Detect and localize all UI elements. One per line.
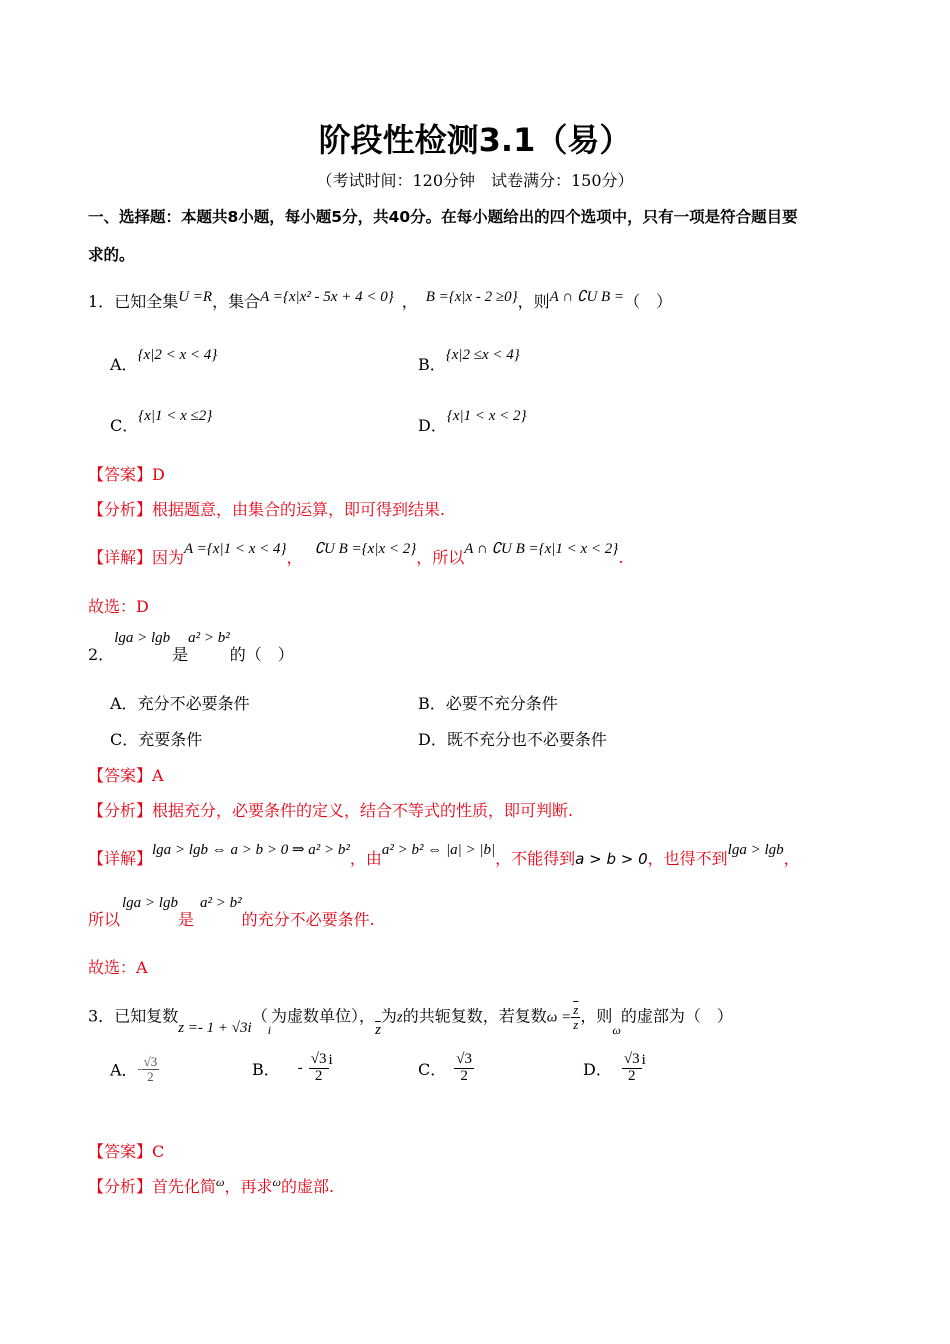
option-label: B． <box>418 355 446 374</box>
fraction-denominator: 2 <box>627 1067 636 1084</box>
option-fraction <box>142 1055 160 1083</box>
option-label: C． <box>418 1059 447 1079</box>
fraction-numerator: √3 <box>456 1051 472 1067</box>
question-3 <box>88 1002 733 1038</box>
detail-math: A ∩ ∁U B ={x|1 < x < 2} <box>464 541 619 557</box>
detail-tag: 【详解】 <box>88 849 153 868</box>
math-z: z <box>396 1009 403 1026</box>
math-fraction <box>571 1003 580 1031</box>
question-number: 3． <box>88 1006 115 1026</box>
question-text: 的共轭复数，若复数 <box>402 1006 547 1026</box>
math-conjugate: $\overline{z}$ <box>375 1021 381 1038</box>
section-heading-line1: 一、选择题：本题共8小题，每小题5分，共40分。在每小题给出的四个选项中，只有一项是符合题目要 <box>88 208 798 226</box>
question-text: ，则 <box>517 292 550 311</box>
q2-analysis: 【分析】根据充分，必要条件的定义，结合不等式的性质，即可判断. <box>88 801 574 820</box>
option-label: C． <box>110 416 139 435</box>
detail-text: 是 <box>177 910 194 929</box>
option-label: D． <box>418 416 447 435</box>
option-sign: - <box>297 1059 303 1076</box>
detail-text: . <box>618 548 624 567</box>
q3-analysis <box>88 1174 334 1197</box>
q3-answer: 【答案】C <box>88 1142 165 1161</box>
detail-math: lga > lgb ⇔ a > b > 0 ⇒ a² > b² <box>152 842 350 858</box>
option-label: B． <box>252 1059 280 1079</box>
question-text: ，集合 <box>212 292 261 311</box>
q2-choice: 故选：A <box>88 958 148 977</box>
q1-option-d[interactable] <box>418 408 527 436</box>
detail-text: ， <box>286 548 303 567</box>
detail-text: ，由 <box>349 849 382 868</box>
detail-text: ，不能得到 <box>495 849 576 868</box>
question-text: ，则 <box>580 1006 613 1026</box>
q2-option-b[interactable] <box>418 691 558 714</box>
q2-option-d[interactable] <box>418 727 607 750</box>
detail-math: lga > lgb <box>122 895 178 911</box>
q3-option-d[interactable] <box>583 1052 646 1085</box>
fraction-numerator: √3 <box>623 1051 640 1067</box>
q2-answer: 【答案】A <box>88 766 164 785</box>
option-label: D． <box>418 730 447 749</box>
question-text: 的虚部为（ ） <box>620 1006 733 1026</box>
math-expression: A ∩ ∁U B = <box>549 289 625 305</box>
math-universal-set: U =R <box>178 289 213 305</box>
question-text: 的（ ） <box>229 645 294 664</box>
fraction-denominator: 2 <box>147 1068 154 1084</box>
question-text: 为 <box>380 1006 397 1026</box>
option-text: 既不充分也不必要条件 <box>446 730 607 749</box>
option-sign: - <box>137 1061 142 1076</box>
q3-option-c[interactable] <box>418 1052 474 1085</box>
detail-tag: 【详解】 <box>88 548 153 567</box>
fraction-numerator: $\overline{z}$ <box>573 1002 579 1017</box>
fraction-denominator: z <box>573 1016 579 1032</box>
detail-math: A ={x|1 < x < 4} <box>184 541 287 557</box>
option-math: {x|2 ≤x < 4} <box>445 347 520 363</box>
detail-math: a² > b² <box>200 895 242 911</box>
option-label: C． <box>110 730 139 749</box>
question-1 <box>88 289 672 312</box>
math-omega: ω <box>612 1022 621 1037</box>
math-condition-2: a² > b² <box>188 630 230 646</box>
option-text: 必要不充分条件 <box>445 694 558 713</box>
math-condition-1: lga > lgb <box>114 630 171 646</box>
q1-analysis: 【分析】根据题意，由集合的运算，即可得到结果. <box>88 500 446 519</box>
q2-detail-conclusion <box>88 895 375 930</box>
page-title: 阶段性检测3.1（易） <box>318 121 632 159</box>
math-complex-number: z =- 1 + √3i <box>178 1019 252 1036</box>
math-set-b: B ={x|x - 2 ≥0} <box>425 289 518 305</box>
exam-info: （考试时间：120分钟 试卷满分：150分） <box>316 171 634 190</box>
option-label: A． <box>110 355 138 374</box>
question-2 <box>88 630 294 665</box>
detail-math: a² > b² ⇔ |a| > |b| <box>381 842 496 858</box>
q1-detail <box>88 541 624 568</box>
question-text: ， <box>401 292 418 311</box>
fraction-numerator: √3 <box>310 1051 327 1067</box>
detail-math: lga > lgb <box>727 842 784 858</box>
analysis-math: ω <box>272 1175 281 1189</box>
detail-math: ∁U B ={x|x < 2} <box>314 541 417 557</box>
option-fraction <box>622 1052 642 1085</box>
option-label: A． <box>110 1060 138 1080</box>
option-text: 充要条件 <box>138 730 203 749</box>
detail-text: ，也得不到 <box>647 849 728 868</box>
option-label: B． <box>418 694 446 713</box>
analysis-text: 的虚部. <box>281 1177 335 1196</box>
question-text: 已知复数 <box>114 1006 179 1026</box>
q1-answer: 【答案】D <box>88 465 165 484</box>
question-text: 为虚数单位）， <box>271 1006 376 1026</box>
math-imaginary-unit: i <box>267 1022 272 1037</box>
option-math: {x|1 < x < 2} <box>446 408 527 424</box>
option-fraction <box>309 1052 329 1085</box>
q1-option-a[interactable] <box>110 347 218 375</box>
question-text: 是 <box>172 645 189 664</box>
math-set-a: A ={x|x² - 5x + 4 < 0} <box>260 289 394 305</box>
option-fraction <box>454 1052 474 1085</box>
question-text: 已知全集 <box>114 292 179 311</box>
analysis-math: ω <box>216 1175 225 1189</box>
answer-blank: （ ） <box>624 292 673 311</box>
analysis-text: 【分析】首先化简 <box>88 1177 217 1196</box>
section-heading-line2: 求的。 <box>88 246 135 264</box>
option-math: {x|1 < x ≤2} <box>138 408 213 424</box>
detail-text: ，所以 <box>416 548 465 567</box>
fraction-denominator: 2 <box>460 1067 468 1084</box>
detail-text: 所以 <box>88 910 121 929</box>
option-label: D． <box>583 1059 612 1079</box>
fraction-denominator: 2 <box>314 1067 323 1084</box>
math-omega: ω = <box>546 1009 572 1026</box>
detail-math: a > b > 0 <box>575 850 648 868</box>
question-number: 1． <box>88 292 115 311</box>
option-label: A． <box>110 694 138 713</box>
q1-option-c[interactable] <box>110 408 213 436</box>
question-text: （ <box>251 1006 268 1026</box>
question-number: 2． <box>88 645 115 664</box>
detail-text: 因为 <box>152 548 185 567</box>
q2-option-c[interactable] <box>110 727 202 750</box>
q1-option-b[interactable] <box>418 347 520 375</box>
q2-option-a[interactable] <box>110 691 250 714</box>
option-text: 充分不必要条件 <box>137 694 250 713</box>
q3-option-b[interactable] <box>252 1052 333 1085</box>
fraction-numerator: √3 <box>143 1054 158 1069</box>
q2-detail <box>88 842 800 869</box>
q3-option-a[interactable] <box>110 1055 159 1083</box>
analysis-text: ，再求 <box>224 1177 273 1196</box>
detail-text: ， <box>783 849 800 868</box>
detail-text: 的充分不必要条件. <box>241 910 375 929</box>
option-suffix: i <box>641 1051 646 1068</box>
q1-choice: 故选：D <box>88 597 149 616</box>
option-suffix: i <box>328 1051 333 1068</box>
option-math: {x|2 < x < 4} <box>137 347 218 363</box>
